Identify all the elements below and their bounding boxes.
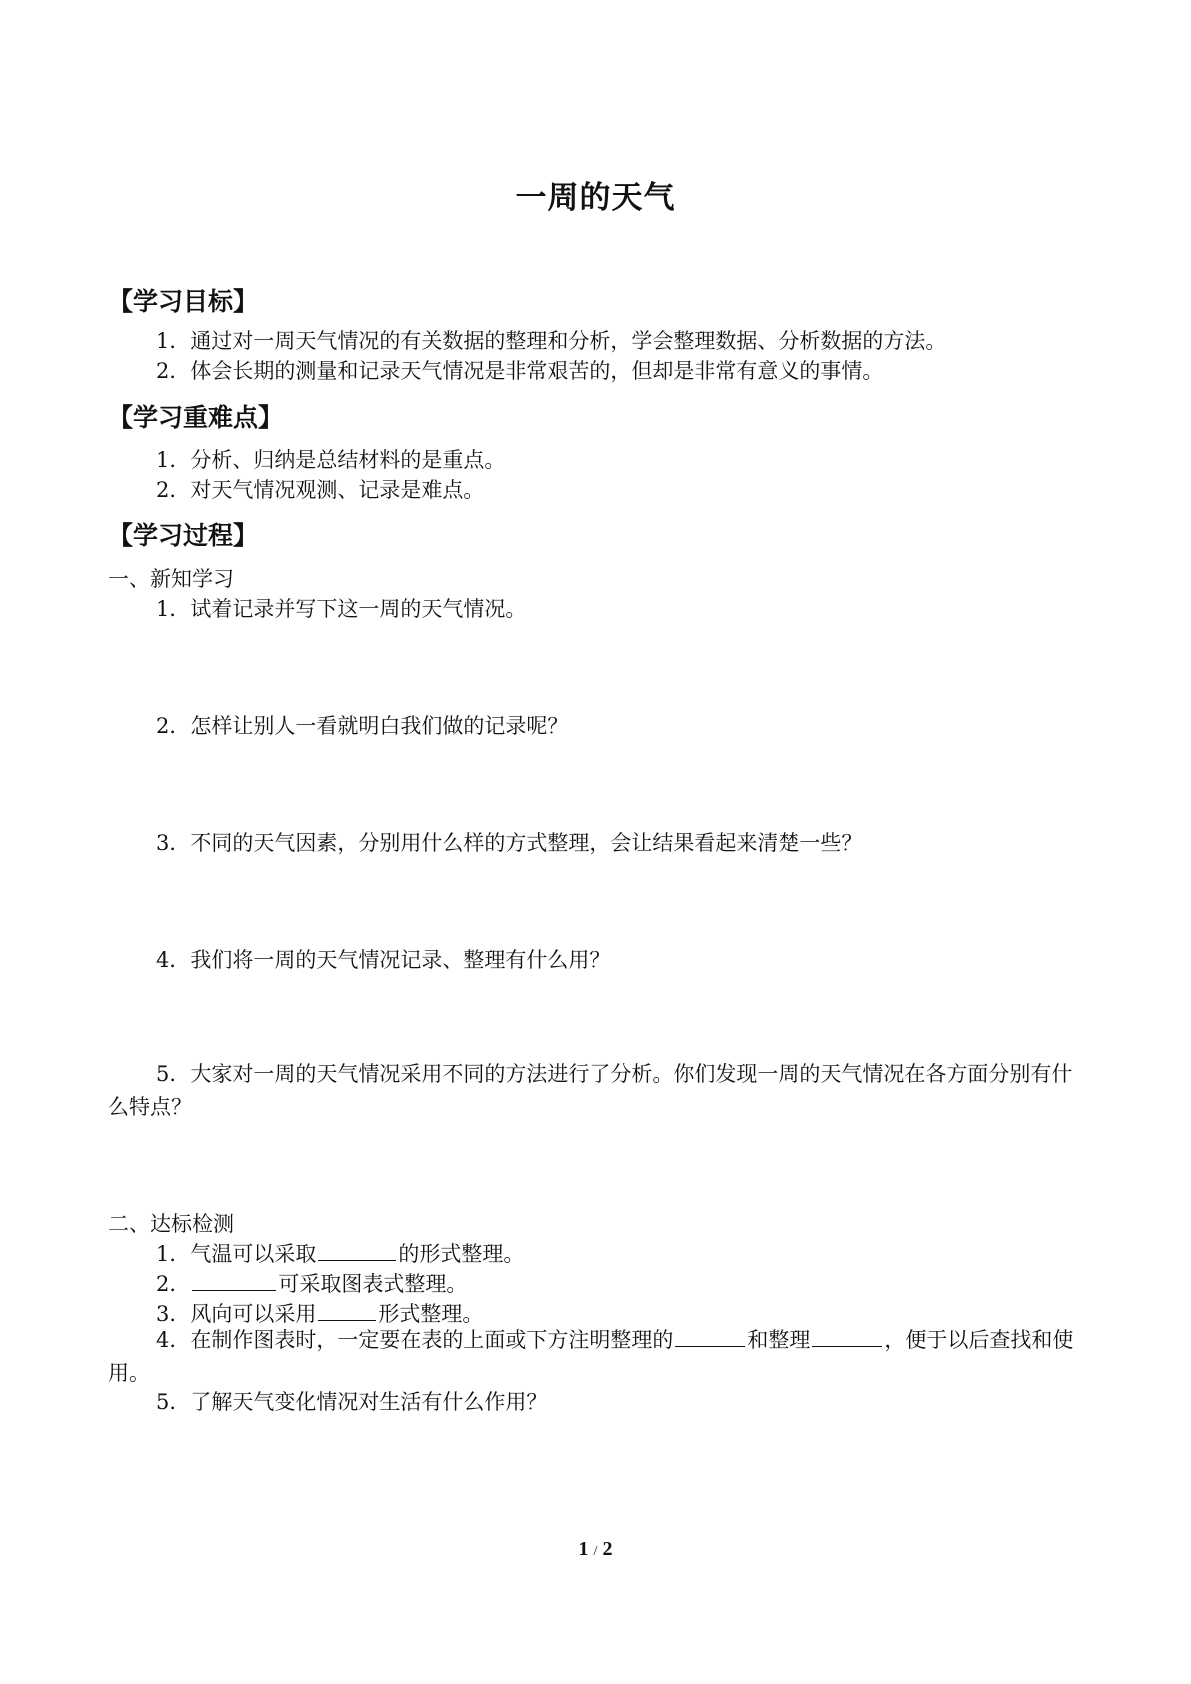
page-separator: /: [593, 1544, 598, 1559]
heading-learning-process: 【学习过程】: [108, 521, 259, 550]
question-4: 4．我们将一周的天气情况记录、整理有什么用？: [156, 948, 611, 972]
check-question-4: [108, 1324, 1083, 1390]
answer-blank-4a[interactable]: [675, 1326, 745, 1347]
total-pages: 2: [602, 1538, 613, 1560]
part2-label: 二、达标检测: [108, 1212, 234, 1236]
question-1: 1．试着记录并写下这一周的天气情况。: [156, 597, 527, 621]
check-q1-text-before: 1．气温可以采取: [156, 1242, 317, 1266]
objective-item-1: 1．通过对一周天气情况的有关数据的整理和分析，学会整理数据、分析数据的方法。: [156, 329, 947, 353]
objective-item-2: 2．体会长期的测量和记录天气情况是非常艰苦的，但却是非常有意义的事情。: [156, 359, 884, 383]
page-number: [0, 1538, 1191, 1561]
check-q4-text-mid: 和整理: [747, 1328, 811, 1352]
check-q4-text-before: 4．在制作图表时，一定要在表的上面或下方注明整理的: [156, 1328, 674, 1352]
check-q2-text-after: 可采取图表式整理。: [278, 1272, 468, 1296]
document-title: 一周的天气: [515, 180, 676, 216]
question-2: 2．怎样让别人一看就明白我们做的记录呢？: [156, 714, 569, 738]
check-q1-text-after: 的形式整理。: [398, 1242, 525, 1266]
heading-key-difficulties: 【学习重难点】: [108, 403, 284, 432]
check-question-1: [156, 1238, 524, 1268]
difficulty-item-1: 1．分析、归纳是总结材料的是重点。: [156, 448, 506, 472]
answer-blank-4b[interactable]: [812, 1326, 882, 1347]
part1-label: 一、新知学习: [108, 567, 234, 591]
answer-blank-1[interactable]: [318, 1240, 396, 1261]
check-question-5: 5．了解天气变化情况对生活有什么作用？: [156, 1390, 548, 1414]
check-question-2: [156, 1268, 467, 1298]
answer-blank-3[interactable]: [318, 1300, 376, 1321]
heading-learning-objectives: 【学习目标】: [108, 287, 259, 316]
question-3: 3．不同的天气因素，分别用什么样的方式整理，会让结果看起来清楚一些？: [156, 831, 863, 855]
check-q4-text-after: ，便于以后查找和使用。: [108, 1328, 1074, 1385]
difficulty-item-2: 2．对天气情况观测、记录是难点。: [156, 478, 485, 502]
answer-blank-2[interactable]: [192, 1270, 276, 1291]
question-5: 5．大家对一周的天气情况采用不同的方法进行了分析。你们发现一周的天气情况在各方面分别有什么特点？: [108, 1062, 1073, 1119]
check-q3-text-before: 3．风向可以采用: [156, 1302, 317, 1326]
current-page: 1: [578, 1538, 589, 1560]
check-q3-text-after: 形式整理。: [378, 1302, 484, 1326]
check-q2-text-before: 2．: [156, 1272, 191, 1296]
